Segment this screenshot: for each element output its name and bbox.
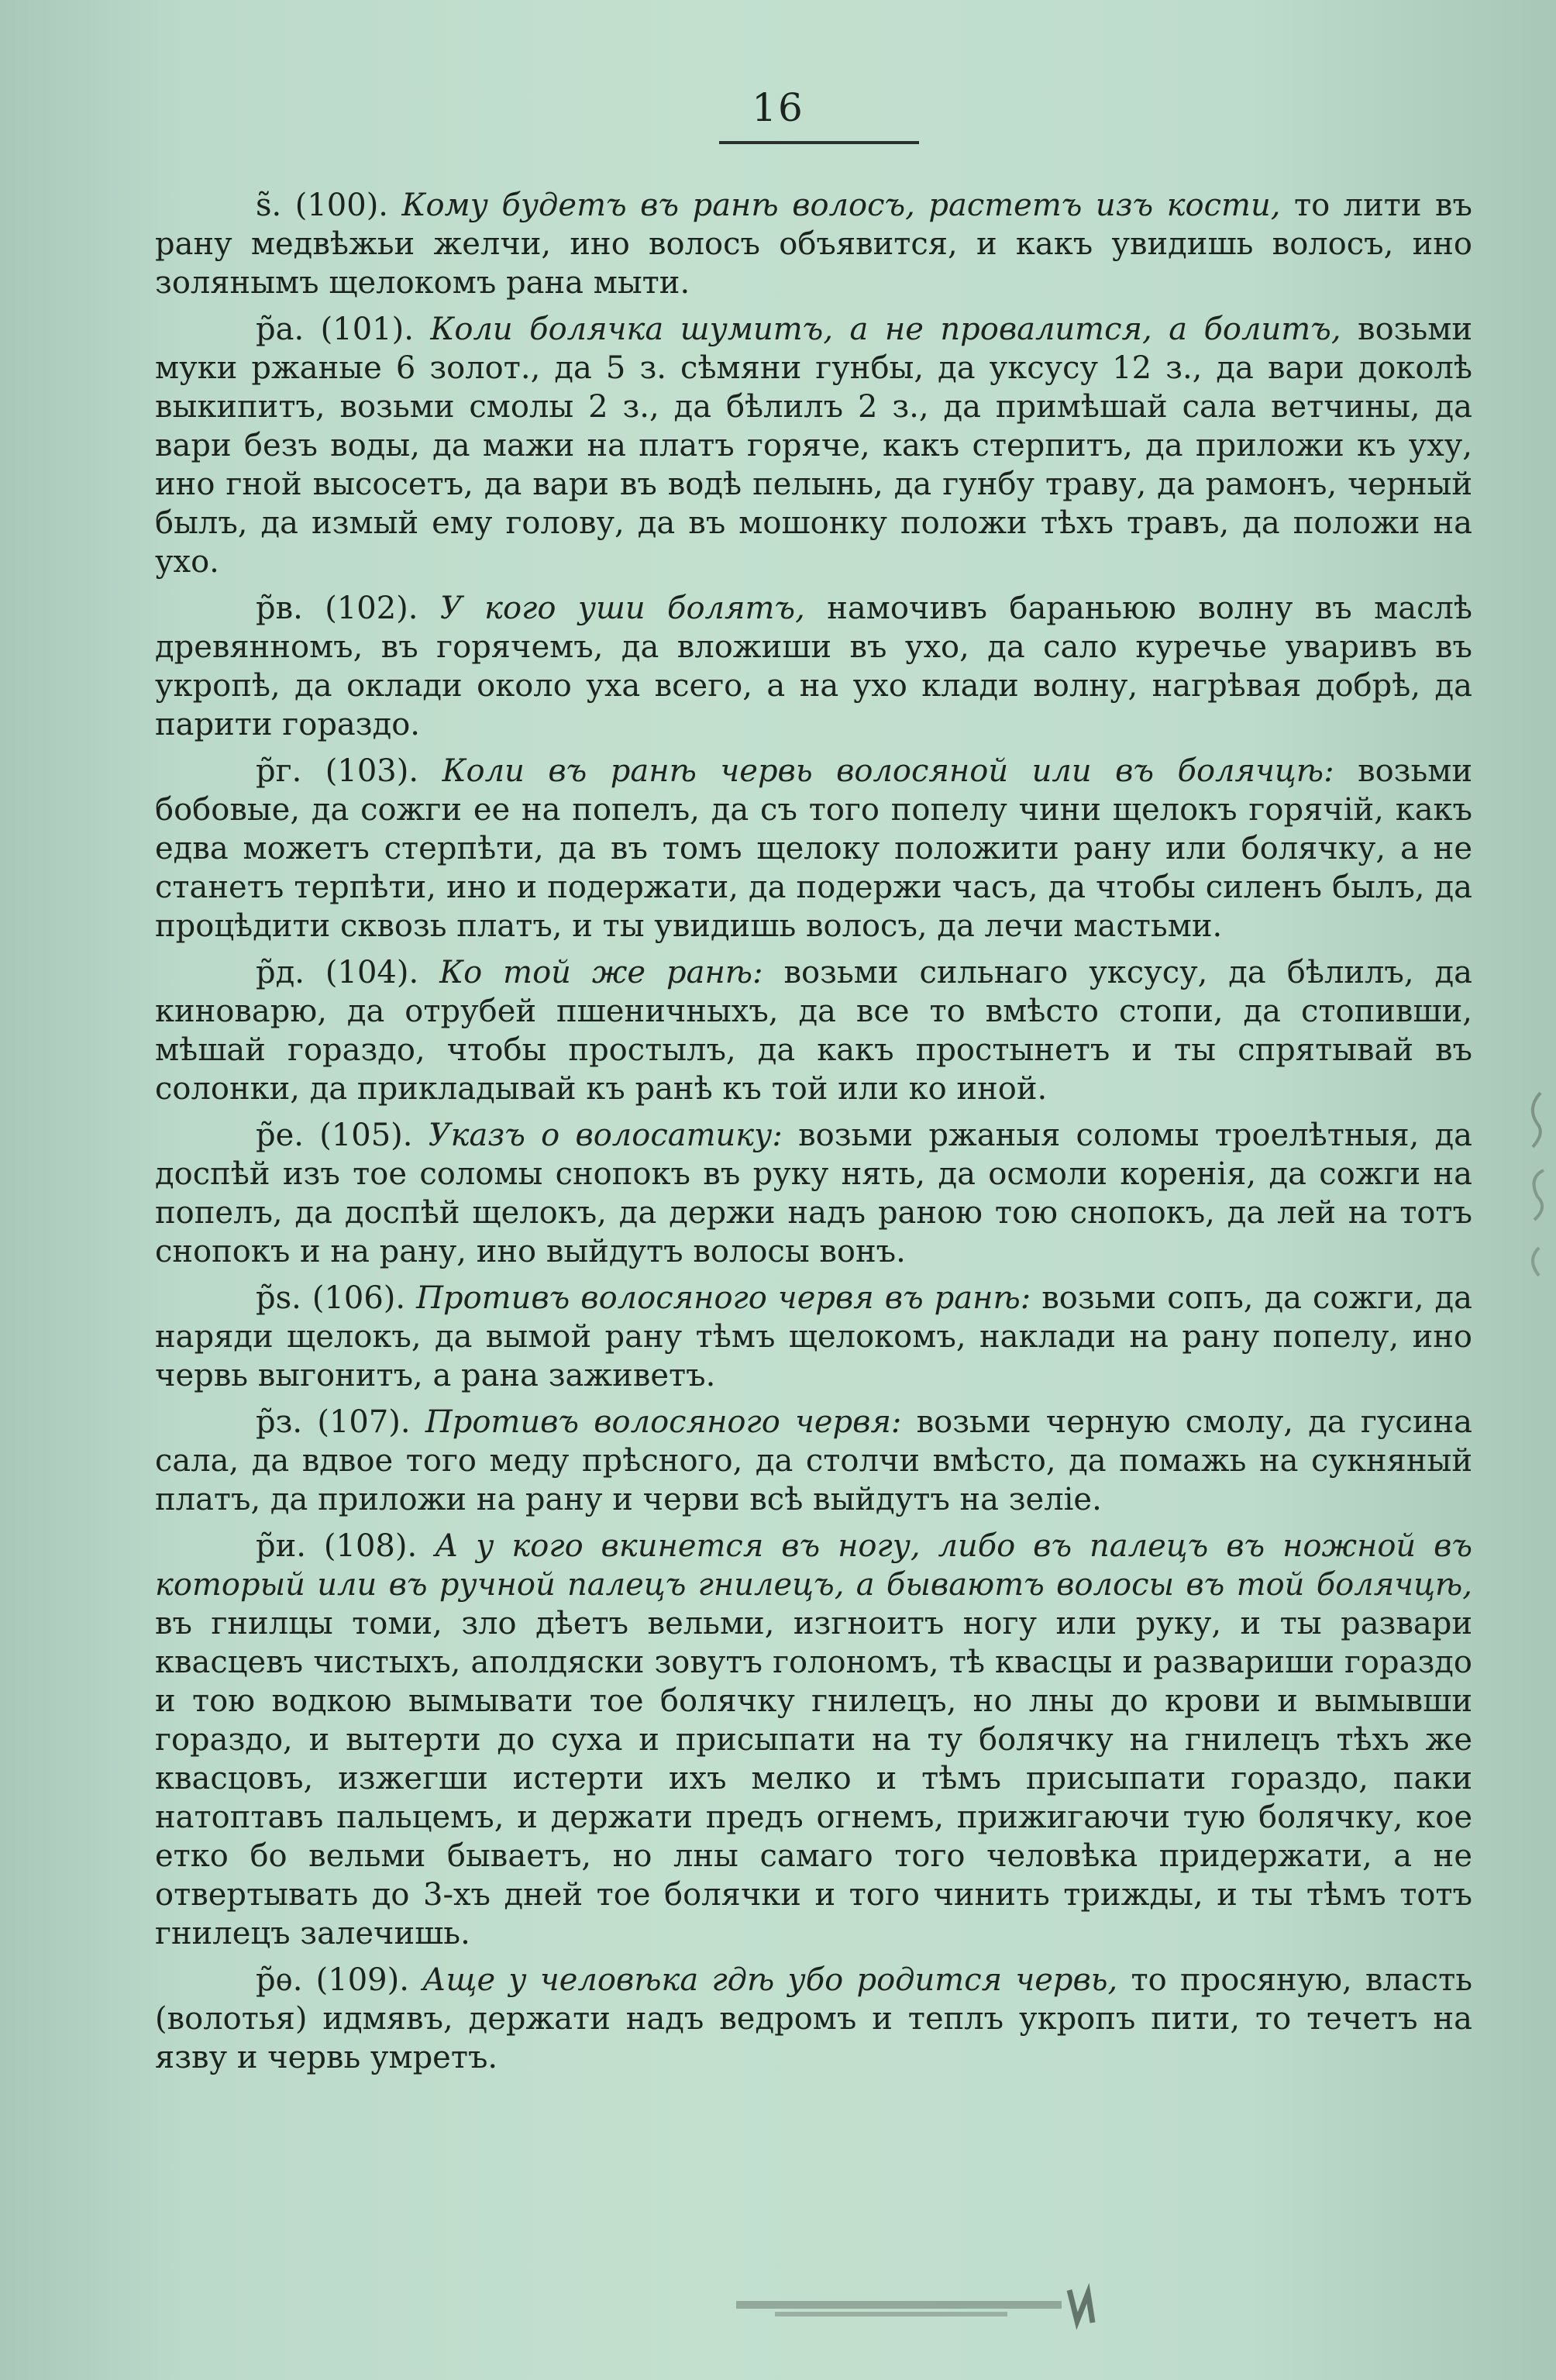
entry-body: возьми сопъ, да сожги, да наряди щелокъ, да вымой рану тѣмъ щелокомъ, наклади на рану попелу, ино червь выгонитъ, а рана заживетъ. — [155, 1280, 1473, 1393]
entry-body: возьми ржаныя соломы троелѣтныя, да доспѣй изъ тое соломы снопокъ въ руку нять, да осмоли коренія, да сожги на попелъ, да доспѣй щелокъ, да держи надъ раною тою снопокъ, да лей на тотъ снопокъ и на рану, ино выйдутъ волосы вонъ. — [155, 1118, 1473, 1269]
paragraph-104 — [155, 953, 1472, 1108]
entry-heading: Указъ о волосатику: — [428, 1118, 783, 1153]
entry-body: возьми муки ржаные 6 золот., да 5 з. сѣмяни гунбы, да уксусу 12 з., да вари доколѣ выкипитъ, возьми смолы 2 з., да бѣлилъ 2 з., да примѣшай сала ветчины, да вари безъ воды, да мажи на платъ горяче, какъ стерпитъ, да приложи къ уху, ино гной высосетъ, да вари въ водѣ пелынь, да гунбу траву, да рамонъ, черный былъ, да измый ему голову, да въ мошонку положи тѣхъ травъ, да положи на ухо. — [155, 312, 1473, 580]
entry-heading: А у кого вкинется въ ногу, либо въ палецъ въ ножной въ который или въ ручной палецъ гнилецъ, а бываютъ волосы въ той болячцѣ, — [155, 1528, 1473, 1603]
entry-number: р̃е. (105). — [256, 1118, 413, 1153]
entry-number: р̃в. (102). — [256, 591, 418, 626]
entry-heading: У кого уши болятъ, — [439, 591, 805, 626]
entry-heading: Аще у человѣка гдѣ убо родится червь, — [422, 1962, 1118, 1998]
paragraph-106 — [155, 1279, 1472, 1395]
entry-heading: Коли болячка шумитъ, а не провалится, а болитъ, — [430, 312, 1341, 347]
entry-number: р̃з. (107). — [256, 1404, 411, 1440]
library-stamp-mark — [728, 2275, 1147, 2337]
entry-number: р̃д. (104). — [256, 955, 419, 990]
paragraph-101 — [155, 310, 1472, 581]
entry-body: то просяную, власть (волотья) идмявъ, держати надъ ведромъ и теплъ укропъ пити, то течетъ на язву и червь умретъ. — [155, 1962, 1472, 2075]
entry-body: возьми сильнаго уксусу, да бѣлилъ, да киноварю, да отрубей пшеничныхъ, да все то вмѣсто стопи, да стопивши, мѣшай гораздо, чтобы простылъ, да какъ простынетъ и ты спрятывай въ солонки, да прикладывай къ ранѣ къ той или ко иной. — [155, 955, 1473, 1107]
entry-number: р̃ѕ. (106). — [256, 1280, 406, 1316]
paragraph-107 — [155, 1403, 1472, 1519]
entry-number: р̃и. (108). — [256, 1528, 418, 1564]
entry-heading: Противъ волосяного червя въ ранѣ: — [416, 1280, 1031, 1316]
entry-heading: Противъ волосяного червя: — [425, 1404, 902, 1440]
entry-number: ѕ̃. (100). — [256, 188, 389, 223]
margin-bleed-marks — [1510, 1077, 1556, 1310]
entry-heading: Коли въ ранѣ червь волосяной или въ болячцѣ: — [442, 753, 1334, 789]
page-number: 16 — [752, 85, 804, 130]
entry-heading: Ко той же ранѣ: — [439, 955, 763, 990]
paragraph-100 — [155, 186, 1472, 302]
entry-number: р̃г. (103). — [256, 753, 419, 789]
entry-body: возьми черную смолу, да гусина сала, да вдвое того меду прѣсного, да столчи вмѣсто, да помажь на сукняный платъ, да приложи на рану и черви всѣ выйдутъ на зеліе. — [155, 1404, 1472, 1517]
entry-body: возьми бобовые, да сожги ее на попелъ, да съ того попелу чини щелокъ горячій, какъ едва можетъ стерпѣти, да въ томъ щелоку положити рану или болячку, а не станетъ терпѣти, ино и подержати, да подержи часъ, да чтобы силенъ былъ, да процѣдити сквозь платъ, и ты увидишь волосъ, да лечи мастьми. — [155, 753, 1473, 944]
paragraph-108 — [155, 1527, 1472, 1953]
entry-heading: Кому будетъ въ ранѣ волосъ, растетъ изъ кости, — [401, 188, 1281, 223]
entry-number: р̃ѳ. (109). — [256, 1962, 409, 1998]
entry-body: то лити въ рану медвѣжьи желчи, ино волосъ объявится, и какъ увидишь волосъ, ино золянымъ щелокомъ рана мыти. — [155, 188, 1472, 301]
paragraph-105 — [155, 1116, 1472, 1271]
entry-body: намочивъ бараньюю волну въ маслѣ древянномъ, въ горячемъ, да вложиши въ ухо, да сало куречье уваривъ въ укропѣ, да оклади около уха всего, а на ухо клади волну, нагрѣвая добрѣ, да парити гораздо. — [155, 591, 1473, 742]
page-number-rule — [719, 141, 919, 144]
paragraph-102 — [155, 589, 1472, 744]
entry-number: р̃а. (101). — [256, 312, 414, 347]
entry-body: въ гнилцы томи, зло дѣетъ вельми, изгноитъ ногу или руку, и ты развари квасцевъ чистыхъ, аполдяски зовутъ голономъ, тѣ квасцы и развариши гораздо и тою водкою вымывати тое болячку гнилецъ, но лны до крови и вымывши гораздо, и вытерти до суха и присыпати на ту болячку на гнилецъ тѣхъ же квасцовъ, изжегши истерти ихъ мелко и тѣмъ присыпати гораздо, паки натоптавъ пальцемъ, и держати предъ огнемъ, прижигаючи тую болячку, кое етко бо вельми бываетъ, но лны самаго того человѣка придержати, а не отвертывать до 3-хъ дней тое болячки и того чинить трижды, и ты тѣмъ тотъ гнилецъ залечишь. — [155, 1606, 1472, 1951]
paragraph-109 — [155, 1961, 1472, 2077]
recipe-text — [155, 186, 1472, 2085]
paragraph-103 — [155, 752, 1472, 945]
